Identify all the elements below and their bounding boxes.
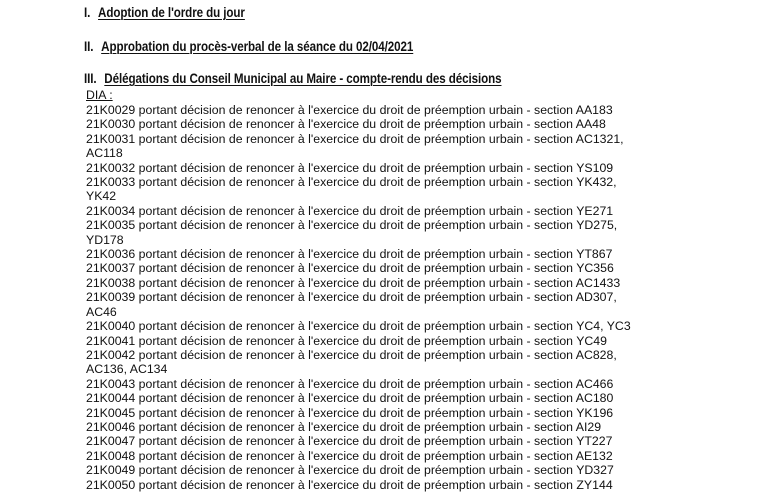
decision-entry: 21K0037 portant décision de renoncer à l'exercice du droit de préemption urbain - section YC356 bbox=[86, 261, 614, 276]
decision-entry: 21K0034 portant décision de renoncer à l'exercice du droit de préemption urbain - section YE271 bbox=[86, 203, 614, 218]
decision-entry: 21K0036 portant décision de renoncer à l'exercice du droit de préemption urbain - section YT867 bbox=[86, 247, 613, 262]
decision-entry-continuation: AC46 bbox=[86, 304, 117, 319]
heading-text: Délégations du Conseil Municipal au Maire - compte-rendu des décisions bbox=[104, 71, 502, 86]
heading-delegations-conseil-municipal bbox=[84, 71, 501, 86]
decision-entry: 21K0033 portant décision de renoncer à l'exercice du droit de préemption urbain - section YK432, bbox=[86, 175, 617, 190]
decision-entry: 21K0041 portant décision de renoncer à l'exercice du droit de préemption urbain - section YC49 bbox=[86, 333, 607, 348]
heading-number: II. bbox=[84, 39, 94, 54]
decision-entry: 21K0050 portant décision de renoncer à l'exercice du droit de préemption urbain - section ZY144 bbox=[86, 477, 613, 492]
decision-list bbox=[86, 103, 686, 492]
heading-number: III. bbox=[84, 71, 97, 86]
decision-entry: 21K0043 portant décision de renoncer à l'exercice du droit de préemption urbain - section AC466 bbox=[86, 376, 614, 391]
heading-number: I. bbox=[84, 5, 91, 20]
heading-text: Approbation du procès-verbal de la séance du 02/04/2021 bbox=[101, 39, 414, 54]
heading-approbation-proces-verbal bbox=[84, 39, 413, 54]
decision-entry-continuation: AC136, AC134 bbox=[86, 362, 168, 377]
decision-entry: 21K0032 portant décision de renoncer à l'exercice du droit de préemption urbain - section YS109 bbox=[86, 160, 614, 175]
decision-entry: 21K0031 portant décision de renoncer à l'exercice du droit de préemption urbain - section AC1321, bbox=[86, 131, 624, 146]
decision-entry: 21K0047 portant décision de renoncer à l'exercice du droit de préemption urbain - section YT227 bbox=[86, 434, 613, 449]
decision-entry: 21K0040 portant décision de renoncer à l'exercice du droit de préemption urbain - section YC4, YC3 bbox=[86, 319, 631, 334]
heading-text: Adoption de l'ordre du jour bbox=[98, 5, 245, 20]
decision-entry: 21K0046 portant décision de renoncer à l'exercice du droit de préemption urbain - section AI29 bbox=[86, 419, 602, 434]
decision-entry: 21K0035 portant décision de renoncer à l'exercice du droit de préemption urbain - section YD275, bbox=[86, 218, 618, 233]
decision-entry: 21K0030 portant décision de renoncer à l'exercice du droit de préemption urbain - section AA48 bbox=[86, 117, 606, 132]
decision-entry: 21K0038 portant décision de renoncer à l'exercice du droit de préemption urbain - section AC1433 bbox=[86, 275, 621, 290]
heading-adoption-ordre-du-jour bbox=[84, 5, 245, 20]
dia-section-label: DIA : bbox=[86, 88, 113, 102]
decision-entry-continuation: YD178 bbox=[86, 232, 124, 247]
decision-entry: 21K0042 portant décision de renoncer à l'exercice du droit de préemption urbain - section AC828, bbox=[86, 347, 617, 362]
decision-entry: 21K0029 portant décision de renoncer à l'exercice du droit de préemption urbain - section AA183 bbox=[86, 103, 613, 117]
decision-entry-continuation: YK42 bbox=[86, 189, 117, 204]
decision-entry: 21K0045 portant décision de renoncer à l'exercice du droit de préemption urbain - section YK196 bbox=[86, 405, 614, 420]
decision-entry: 21K0048 portant décision de renoncer à l'exercice du droit de préemption urbain - section AE132 bbox=[86, 448, 613, 463]
decision-entry-continuation: AC118 bbox=[86, 146, 123, 161]
decision-entry: 21K0039 portant décision de renoncer à l'exercice du droit de préemption urbain - section AD307, bbox=[86, 290, 617, 305]
decision-entry: 21K0049 portant décision de renoncer à l'exercice du droit de préemption urbain - section YD327 bbox=[86, 463, 614, 478]
decision-entry: 21K0044 portant décision de renoncer à l'exercice du droit de préemption urbain - section AC180 bbox=[86, 391, 614, 406]
